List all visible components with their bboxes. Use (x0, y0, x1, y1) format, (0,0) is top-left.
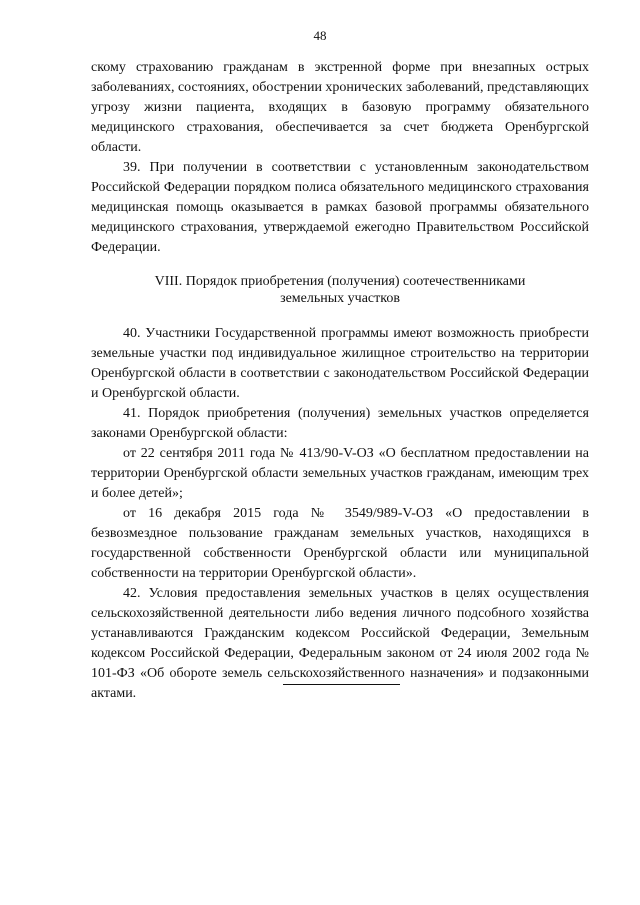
law-item-413-90: от 22 сентября 2011 года № 413/90-V-ОЗ «О бесплатном предоставлении на территории Оренбургской области земельных участков гражданам, имеющим трех и более детей»; (91, 446, 589, 501)
document-body (91, 58, 589, 704)
section-heading-viii (91, 273, 589, 307)
section-heading-line-2: земельных участков (280, 291, 400, 306)
law-item-3549-989: от 16 декабря 2015 года № 3549/989-V-ОЗ «О предоставлении в безвозмездное пользование гражданам земельных участков, находящихся в государственной собственности Оренбургской области или муниципальной собственности на территории Оренбургской области». (91, 506, 589, 581)
paragraph-41: 41. Порядок приобретения (получения) земельных участков определяется законами Оренбургской области: (91, 406, 589, 441)
paragraph-40: 40. Участники Государственной программы имеют возможность приобрести земельные участки под индивидуальное жилищное строительство на территории Оренбургской области в соответствии с законодательством Российской Федерации и Оренбургской области. (91, 326, 589, 401)
paragraph-42: 42. Условия предоставления земельных участков в целях осуществления сельскохозяйственной деятельности либо ведения личного подсобного хозяйства устанавливаются Гражданским кодексом Российской Федерации, Земельным кодексом Российской Федерации, Федеральным законом от 24 июля 2002 года № 101-ФЗ «Об обороте земель сельскохозяйственного назначения» и подзаконными актами. (91, 586, 589, 701)
paragraph-continuation: скому страхованию гражданам в экстренной форме при внезапных острых заболеваниях, состояниях, обострении хронических заболеваний, представляющих угрозу жизни пациента, входящих в базовую программу обязательного медицинского страхования, обеспечивается за счет бюджета Оренбургской области. (91, 60, 589, 155)
page-number: 48 (313, 28, 327, 43)
spacer (91, 307, 589, 324)
section-heading-line-1: VIII. Порядок приобретения (получения) соотечественниками (154, 274, 526, 289)
paragraph-39: 39. При получении в соответствии с установленным законодательством Российской Федерации порядком полиса обязательного медицинского страхования медицинская помощь оказывается в рамках базовой программы обязательного медицинского страхования, утверждаемой ежегодно Правительством Российской Федерации. (91, 160, 589, 255)
end-divider (283, 684, 400, 685)
